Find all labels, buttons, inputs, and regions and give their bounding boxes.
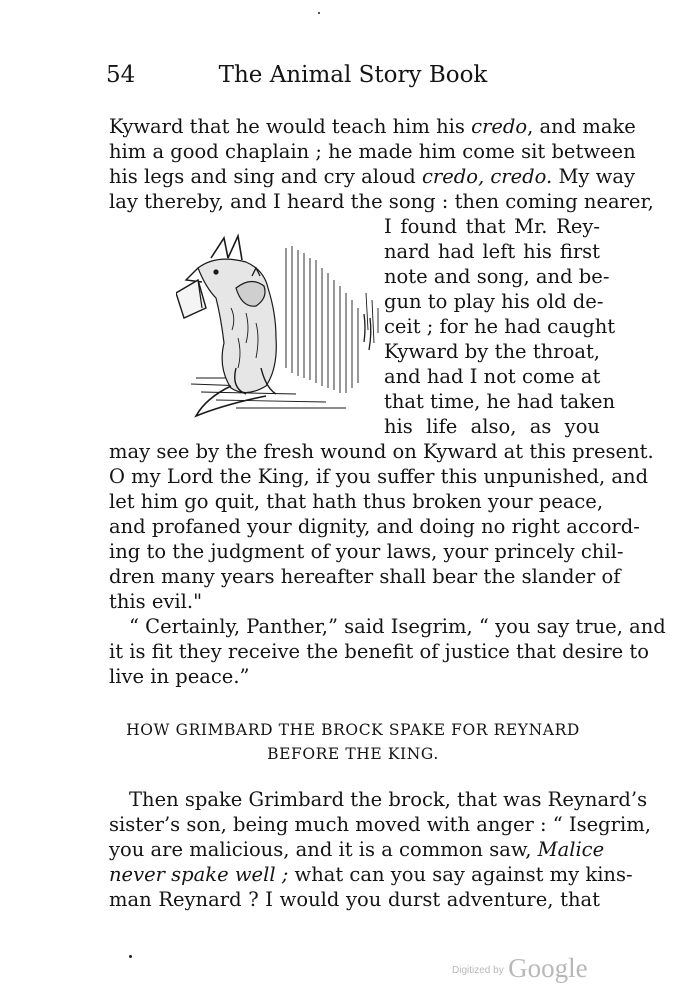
text-line: him a good chaplain ; he made him come sit between <box>109 140 636 163</box>
digitized-watermark <box>452 953 588 984</box>
section-heading-line: BEFORE THE KING. <box>267 745 439 763</box>
text-line: Then spake Grimbard the brock, that was Reynard’s <box>129 788 648 811</box>
wrap-line: gun to play his old de- <box>384 290 604 313</box>
text-line: Kyward that he would teach him his credo, and make <box>109 115 636 138</box>
text-line: never spake well ; what can you say against my kins- <box>109 863 633 886</box>
text-line: dren many years hereafter shall bear the slander of <box>109 565 621 588</box>
scan-speck <box>129 955 132 958</box>
wrap-line: nard had left his first <box>384 240 600 263</box>
wrap-line: I found that Mr. Rey- <box>384 215 600 238</box>
text-line: you are malicious, and it is a common saw, Malice <box>109 838 605 861</box>
text-line: ing to the judgment of your laws, your princely chil- <box>109 540 624 563</box>
wrap-line: that time, he had taken <box>384 390 616 413</box>
page-header <box>106 62 600 94</box>
section-heading-line: HOW GRIMBARD THE BROCK SPAKE FOR REYNARD <box>126 721 580 739</box>
wrap-line: Kyward by the throat, <box>384 340 600 363</box>
text-line: sister’s son, being much moved with anger : “ Isegrim, <box>109 813 651 836</box>
text-line: man Reynard ? I would you durst adventure, that <box>109 888 600 911</box>
text-line: his legs and sing and cry aloud credo, credo. My way <box>109 165 635 188</box>
running-title: The Animal Story Book <box>218 62 488 88</box>
text-line: may see by the fresh wound on Kyward at this present. <box>109 440 654 463</box>
watermark-logo-text: Google <box>508 953 588 983</box>
text-line: “ Certainly, Panther,” said Isegrim, “ you say true, and <box>129 615 666 638</box>
page-number: 54 <box>106 62 136 88</box>
wrap-line: and had I not come at <box>384 365 601 388</box>
wrap-line: his life also, as you <box>384 415 600 438</box>
fox-illustration <box>176 218 384 420</box>
text-line: let him go quit, that hath thus broken your peace, <box>109 490 604 513</box>
text-line: live in peace.” <box>109 665 250 688</box>
text-line: this evil." <box>109 590 203 613</box>
text-line: lay thereby, and I heard the song : then coming nearer, <box>109 190 654 213</box>
text-line: O my Lord the King, if you suffer this unpunished, and <box>109 465 649 488</box>
wrap-line: note and song, and be- <box>384 265 610 288</box>
watermark-small-text: Digitized by <box>452 965 504 976</box>
wrap-line: ceit ; for he had caught <box>384 315 616 338</box>
text-line: and profaned your dignity, and doing no right accord- <box>109 515 640 538</box>
scan-speck <box>318 12 320 14</box>
text-line: it is fit they receive the benefit of justice that desire to <box>109 640 649 663</box>
